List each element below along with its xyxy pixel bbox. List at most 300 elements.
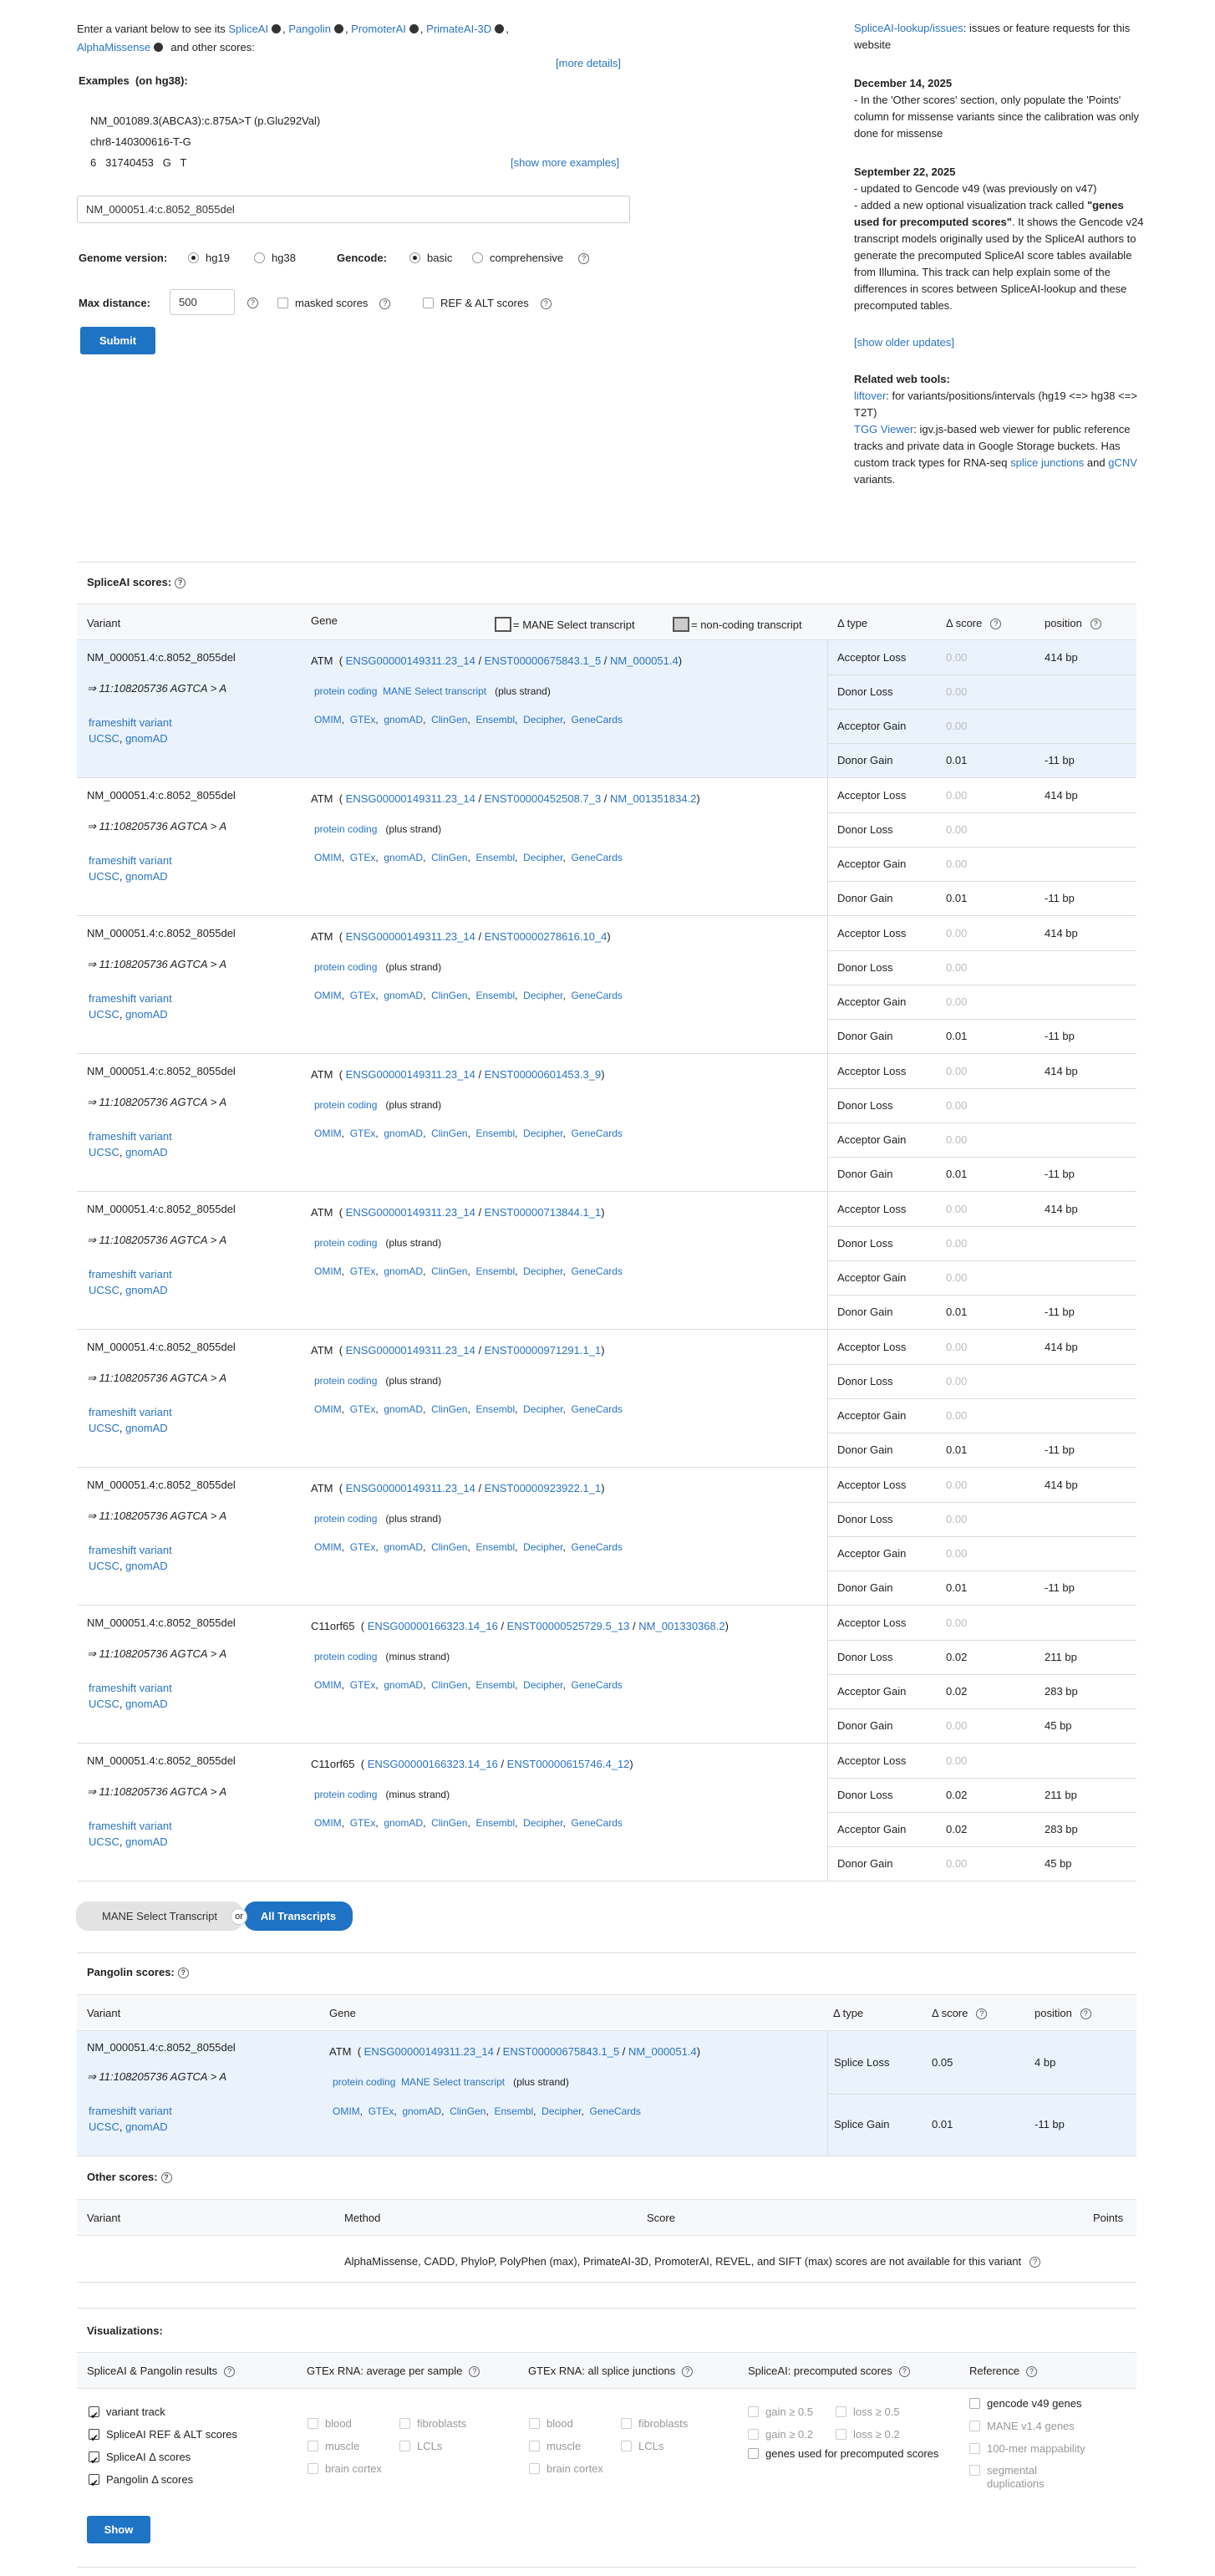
submit-button[interactable]: Submit (80, 327, 155, 354)
gene-info: ATM ( ENSG00000149311.23_14 / ENST00000452508.7_3 / NM_001351834.2) (311, 792, 700, 805)
ensg-link[interactable]: ENSG00000166323.14_16 (367, 1620, 498, 1632)
variant-coordinates: ⇒ 11:108205736 AGTCA > A (87, 1785, 227, 1798)
delta-type: Donor Loss (837, 1237, 893, 1250)
biotype-link[interactable]: protein coding (314, 1513, 378, 1525)
help-icon[interactable]: ? (976, 2008, 987, 2019)
ucsc-link[interactable]: UCSC (89, 1835, 119, 1848)
gtex-link[interactable]: GTEx (349, 852, 376, 863)
genome-version-label: Genome version: (79, 252, 168, 264)
mane-select-toggle[interactable]: MANE Select Transcript (76, 1901, 243, 1931)
enst-link[interactable]: ENST00000525729.5_13 (506, 1620, 630, 1632)
example-item[interactable]: NM_001089.3(ABCA3):c.875A>T (p.Glu292Val) (90, 115, 321, 127)
mappability-checkbox[interactable]: 100-mer mappability (969, 2437, 1085, 2460)
biotype-link[interactable]: protein coding (314, 1237, 378, 1249)
news-date: September 22, 2025 (854, 165, 956, 178)
column-header: Method (344, 2212, 381, 2224)
omim-link[interactable]: OMIM (314, 852, 342, 863)
help-icon[interactable]: ? (175, 578, 186, 588)
genecards-link[interactable]: GeneCards (571, 1265, 623, 1277)
column-header: Δ score ? (932, 2007, 987, 2019)
gnomad-gene-link[interactable]: gnomAD (384, 1265, 424, 1277)
pangolin-link[interactable]: Pangolin (288, 23, 331, 35)
omim-link[interactable]: OMIM (333, 2105, 360, 2117)
decipher-link[interactable]: Decipher (523, 852, 563, 863)
consequence-link[interactable]: frameshift variant (89, 1682, 172, 1694)
tgg-viewer-link[interactable]: TGG Viewer (854, 423, 914, 435)
spliceai-link[interactable]: SpliceAI (228, 23, 269, 35)
nm-link[interactable]: NM_000051.4 (610, 654, 679, 667)
gene-info: ATM ( ENSG00000149311.23_14 / ENST00000675843.1_5 / NM_000051.4) (329, 2045, 701, 2058)
spliceai-row (77, 778, 1136, 916)
consequence-link[interactable]: frameshift variant (89, 992, 172, 1005)
transcript-info: protein coding (plus strand) (314, 1237, 442, 1249)
variant-search-input[interactable]: NM_000051.4:c.8052_8055del (77, 196, 630, 223)
ucsc-link[interactable]: UCSC (89, 2120, 119, 2133)
gtex-link[interactable]: GTEx (368, 2105, 394, 2117)
gtex-fibroblasts-checkbox[interactable]: fibroblasts (621, 2417, 688, 2430)
variant-links: frameshift variant UCSC, gnomAD (89, 1268, 172, 1296)
variant-coordinates: ⇒ 11:108205736 AGTCA > A (87, 820, 227, 832)
biotype-link[interactable]: protein coding (333, 2076, 396, 2088)
gnomad-gene-link[interactable]: gnomAD (384, 1541, 424, 1553)
ensg-link[interactable]: ENSG00000149311.23_14 (345, 1344, 475, 1357)
gtex-brain-checkbox[interactable]: brain cortex (529, 2457, 688, 2480)
ref-alt-scores-checkbox[interactable]: REF & ALT scores ? (423, 297, 552, 309)
variant-id: NM_000051.4:c.8052_8055del (87, 651, 236, 664)
clingen-link[interactable]: ClinGen (431, 852, 468, 863)
gene-links: OMIM, GTEx, gnomAD, ClinGen, Ensembl, Decipher, GeneCards (314, 714, 623, 725)
column-header: Score (647, 2212, 675, 2224)
clingen-link[interactable]: ClinGen (431, 1403, 468, 1415)
help-icon[interactable]: ? (578, 253, 589, 264)
primateai-link[interactable]: PrimateAI-3D (426, 23, 492, 35)
ensg-link[interactable]: ENSG00000166323.14_16 (367, 1758, 498, 1770)
gnomad-link[interactable]: gnomAD (125, 1146, 168, 1158)
ucsc-link[interactable]: UCSC (89, 732, 119, 745)
ucsc-link[interactable]: UCSC (89, 1422, 119, 1434)
help-icon[interactable]: ? (469, 2366, 480, 2377)
genes-precomputed-checkbox[interactable]: genes used for precomputed scores (748, 2447, 940, 2461)
gnomad-gene-link[interactable]: gnomAD (384, 1403, 424, 1415)
gene-links: OMIM, GTEx, gnomAD, ClinGen, Ensembl, Decipher, GeneCards (314, 1128, 623, 1139)
ucsc-link[interactable]: UCSC (89, 1284, 119, 1296)
gtex-muscle-checkbox[interactable]: muscle (529, 2435, 621, 2457)
segdup-checkbox[interactable]: segmental duplications (969, 2464, 1078, 2491)
clingen-link[interactable]: ClinGen (431, 1265, 468, 1277)
ensembl-link[interactable]: Ensembl (475, 1679, 516, 1691)
position: -11 bp (1035, 2118, 1065, 2131)
delta-type: Donor Gain (837, 892, 893, 904)
column-header: position ? (1045, 617, 1101, 629)
promoterai-link[interactable]: PromoterAI (351, 23, 406, 35)
ensg-link[interactable]: ENSG00000149311.23_14 (363, 2045, 494, 2058)
position: 414 bp (1045, 789, 1078, 802)
gnomad-gene-link[interactable]: gnomAD (384, 1817, 424, 1829)
checkbox-checked-icon (89, 2474, 99, 2485)
mane-genes-checkbox[interactable]: MANE v1.4 genes (969, 2415, 1085, 2437)
variant-track-checkbox[interactable]: ✔variant track (89, 2400, 237, 2423)
intro-text: Enter a variant below to see its SpliceAI , Pangolin , PromoterAI , PrimateAI-3D , AlphaMissense and other scores: (77, 23, 509, 53)
variant-id: NM_000051.4:c.8052_8055del (87, 1479, 236, 1491)
nm-link[interactable]: NM_001330368.2 (638, 1620, 725, 1632)
gnomad-link[interactable]: gnomAD (125, 1835, 168, 1848)
masked-scores-checkbox[interactable]: masked scores ? (277, 297, 390, 309)
position: 45 bp (1045, 1719, 1072, 1732)
ensembl-link[interactable]: Ensembl (475, 1128, 516, 1139)
transcript-info: protein coding (plus strand) (314, 1513, 442, 1525)
gain-02-checkbox[interactable]: gain ≥ 0.2 (748, 2423, 836, 2446)
ucsc-link[interactable]: UCSC (89, 1008, 119, 1021)
decipher-link[interactable]: Decipher (523, 1403, 563, 1415)
delta-score: 0.00 (946, 1616, 968, 1629)
example-item[interactable]: 6 31740453 G T (90, 156, 187, 169)
ensembl-link[interactable]: Ensembl (475, 1817, 516, 1829)
gencode-basic-radio[interactable]: basic (409, 252, 452, 264)
position: -11 bp (1045, 754, 1075, 766)
toggle-or-label: or (231, 1908, 247, 1925)
pangolin-row (77, 2031, 1136, 2156)
genecards-link[interactable]: GeneCards (571, 1403, 623, 1415)
decipher-link[interactable]: Decipher (523, 990, 563, 1001)
checkbox-checked-icon (89, 2451, 99, 2462)
help-icon[interactable]: ? (1090, 619, 1101, 629)
decipher-link[interactable]: Decipher (523, 1265, 563, 1277)
ucsc-link[interactable]: UCSC (89, 870, 119, 883)
mane-legend: = MANE Select transcript (495, 617, 635, 632)
omim-link[interactable]: OMIM (314, 990, 342, 1001)
ensg-link[interactable]: ENSG00000149311.23_14 (345, 1068, 475, 1081)
omim-link[interactable]: OMIM (314, 1817, 342, 1829)
enst-link[interactable]: ENST00000971291.1_1 (484, 1344, 602, 1357)
mane-link[interactable]: MANE Select transcript (383, 685, 487, 697)
gtex-link[interactable]: GTEx (349, 1265, 376, 1277)
enst-link[interactable]: ENST00000675843.1_5 (502, 2045, 620, 2058)
clingen-link[interactable]: ClinGen (431, 1817, 468, 1829)
biotype-link[interactable]: protein coding (314, 1375, 378, 1387)
liftover-link[interactable]: liftover (854, 389, 887, 402)
help-icon[interactable]: ? (379, 298, 390, 309)
gnomad-gene-link[interactable]: gnomAD (384, 714, 424, 725)
enst-link[interactable]: ENST00000601453.3_9 (484, 1068, 602, 1081)
help-icon[interactable]: ? (224, 2366, 235, 2377)
gene-info: C11orf65 ( ENSG00000166323.14_16 / ENST00000525729.5_13 / NM_001330368.2) (311, 1620, 729, 1632)
viz-col-title: SpliceAI & Pangolin results ? (87, 2365, 235, 2377)
delta-score: 0.00 (946, 1065, 968, 1077)
delta-score: 0.01 (946, 892, 968, 904)
gtex-link[interactable]: GTEx (349, 1817, 376, 1829)
delta-type: Acceptor Gain (837, 1133, 907, 1146)
clingen-link[interactable]: ClinGen (431, 1128, 468, 1139)
ensg-link[interactable]: ENSG00000149311.23_14 (345, 654, 475, 667)
gtex-link[interactable]: GTEx (349, 714, 376, 725)
ensg-link[interactable]: ENSG00000149311.23_14 (345, 930, 475, 943)
consequence-link[interactable]: frameshift variant (89, 1820, 172, 1832)
variant-links: frameshift variant UCSC, gnomAD (89, 1406, 172, 1434)
gtex-link[interactable]: GTEx (349, 990, 376, 1001)
gnomad-gene-link[interactable]: gnomAD (402, 2105, 442, 2117)
decipher-link[interactable]: Decipher (523, 714, 563, 725)
variant-id: NM_000051.4:c.8052_8055del (87, 2041, 236, 2054)
ensg-link[interactable]: ENSG00000149311.23_14 (345, 1206, 475, 1219)
genome-hg38-radio[interactable]: hg38 (254, 252, 296, 264)
help-icon[interactable]: ? (990, 619, 1001, 629)
transcript-info: protein coding (plus strand) (314, 961, 442, 973)
delta-type: Donor Loss (837, 1513, 893, 1525)
checkbox-checked-icon (89, 2429, 99, 2440)
biotype-link[interactable]: protein coding (314, 1099, 378, 1111)
delta-score: 0.00 (946, 720, 968, 732)
issues-link[interactable]: SpliceAI-lookup/issues (854, 22, 963, 34)
nm-link[interactable]: NM_001351834.2 (610, 792, 697, 805)
decipher-link[interactable]: Decipher (523, 1128, 563, 1139)
column-header: Points (1093, 2212, 1124, 2224)
gnomad-gene-link[interactable]: gnomAD (384, 1679, 424, 1691)
help-icon[interactable]: ? (1080, 2008, 1091, 2019)
enst-link[interactable]: ENST00000278616.10_4 (484, 930, 608, 943)
biotype-link[interactable]: protein coding (314, 685, 378, 697)
biotype-link[interactable]: protein coding (314, 1651, 378, 1662)
genecards-link[interactable]: GeneCards (571, 1817, 623, 1829)
ensembl-link[interactable]: Ensembl (494, 2105, 534, 2117)
gencode-genes-checkbox[interactable]: gencode v49 genes (969, 2392, 1085, 2415)
gtex-lcls-checkbox[interactable]: LCLs (399, 2440, 442, 2452)
delta-score: 0.02 (946, 1823, 968, 1835)
gnomad-link[interactable]: gnomAD (125, 1560, 168, 1572)
gnomad-gene-link[interactable]: gnomAD (384, 1128, 424, 1139)
gtex-blood-checkbox[interactable]: blood (308, 2412, 399, 2435)
help-icon[interactable]: ? (899, 2366, 910, 2377)
help-icon[interactable]: ? (247, 298, 258, 308)
gnomad-link[interactable]: gnomAD (125, 1698, 168, 1710)
alphamissense-link[interactable]: AlphaMissense (77, 41, 151, 53)
show-more-examples-link[interactable]: [show more examples] (511, 156, 620, 169)
delta-type: Donor Loss (837, 1651, 893, 1663)
news-text: - updated to Gencode v49 (was previously on v47) (854, 182, 1097, 195)
biotype-link[interactable]: protein coding (314, 1789, 378, 1800)
noncoding-legend: = non-coding transcript (673, 617, 802, 632)
nm-link[interactable]: NM_000051.4 (628, 2045, 697, 2058)
more-details-link[interactable]: [more details] (556, 57, 622, 69)
spliceai-ref-alt-checkbox[interactable]: ✔SpliceAI REF & ALT scores (89, 2423, 237, 2446)
enst-link[interactable]: ENST00000713844.1_1 (484, 1206, 602, 1219)
gtex-brain-checkbox[interactable]: brain cortex (308, 2457, 466, 2480)
help-icon[interactable]: ? (161, 2172, 172, 2183)
gtex-link[interactable]: GTEx (349, 1403, 376, 1415)
genecards-link[interactable]: GeneCards (589, 2105, 641, 2117)
ensembl-link[interactable]: Ensembl (475, 1403, 516, 1415)
news-text: - In the 'Other scores' section, only populate the 'Points' column for missense variants since the calibration was only done for missense (854, 94, 1140, 140)
delta-type: Donor Gain (837, 1030, 893, 1042)
gencode-comprehensive-radio[interactable]: comprehensive ? (472, 252, 589, 264)
example-item[interactable]: chr8-140300616-T-G (90, 135, 191, 148)
delta-type: Acceptor Loss (837, 1754, 907, 1767)
delta-type: Acceptor Gain (837, 1409, 907, 1422)
enst-link[interactable]: ENST00000452508.7_3 (484, 792, 602, 805)
genome-hg19-radio[interactable]: hg19 (188, 252, 230, 264)
omim-link[interactable]: OMIM (314, 1265, 342, 1277)
delta-score: 0.00 (946, 1133, 968, 1146)
delta-score: 0.00 (946, 1754, 968, 1767)
all-transcripts-toggle[interactable]: All Transcripts (244, 1901, 353, 1931)
variant-links: frameshift variant UCSC, gnomAD (89, 854, 172, 883)
delta-type: Splice Gain (834, 2118, 890, 2131)
gnomad-gene-link[interactable]: gnomAD (384, 990, 424, 1001)
genecards-link[interactable]: GeneCards (571, 990, 623, 1001)
gene-info: ATM ( ENSG00000149311.23_14 / ENST00000675843.1_5 / NM_000051.4) (311, 654, 683, 667)
splice-junctions-link[interactable]: splice junctions (1010, 456, 1085, 469)
delta-score: 0.00 (946, 1341, 968, 1353)
ensembl-link[interactable]: Ensembl (475, 1541, 516, 1553)
mane-link[interactable]: MANE Select transcript (401, 2076, 506, 2088)
delta-score: 0.01 (946, 1030, 968, 1042)
gene-info: ATM ( ENSG00000149311.23_14 / ENST00000971291.1_1) (311, 1344, 605, 1357)
help-icon[interactable]: ? (541, 298, 552, 309)
gtex-blood-checkbox[interactable]: blood (529, 2412, 621, 2435)
omim-link[interactable]: OMIM (314, 1128, 342, 1139)
position: -11 bp (1045, 892, 1075, 904)
delta-type: Acceptor Loss (837, 651, 907, 664)
decipher-link[interactable]: Decipher (523, 1817, 563, 1829)
gtex-link[interactable]: GTEx (349, 1541, 376, 1553)
decipher-link[interactable]: Decipher (523, 1679, 563, 1691)
delta-score: 0.00 (946, 1203, 968, 1215)
gtex-lcls-checkbox[interactable]: LCLs (621, 2440, 663, 2452)
gnomad-link[interactable]: gnomAD (125, 732, 168, 745)
omim-link[interactable]: OMIM (314, 1679, 342, 1691)
gnomad-link[interactable]: gnomAD (125, 1422, 168, 1434)
variant-coordinates: ⇒ 11:108205736 AGTCA > A (87, 1096, 227, 1108)
genecards-link[interactable]: GeneCards (571, 1128, 623, 1139)
gnomad-link[interactable]: gnomAD (125, 2120, 168, 2133)
spliceai-row (77, 1330, 1136, 1468)
delta-score: 0.00 (946, 1099, 968, 1112)
delta-score: 0.02 (946, 1789, 968, 1801)
variant-coordinates: ⇒ 11:108205736 AGTCA > A (87, 1509, 227, 1522)
max-distance-input[interactable]: 500 (170, 289, 235, 315)
gain-05-checkbox[interactable]: gain ≥ 0.5 (748, 2400, 836, 2423)
ensg-link[interactable]: ENSG00000149311.23_14 (345, 792, 475, 805)
variant-id: NM_000051.4:c.8052_8055del (87, 1203, 236, 1215)
help-icon[interactable]: ? (1026, 2366, 1037, 2377)
gnomad-gene-link[interactable]: gnomAD (384, 852, 424, 863)
consequence-link[interactable]: frameshift variant (89, 1268, 172, 1280)
enst-link[interactable]: ENST00000615746.4_12 (506, 1758, 630, 1770)
gene-links: OMIM, GTEx, gnomAD, ClinGen, Ensembl, Decipher, GeneCards (333, 2105, 641, 2117)
consequence-link[interactable]: frameshift variant (89, 854, 172, 867)
clingen-link[interactable]: ClinGen (450, 2105, 486, 2117)
gnomad-link[interactable]: gnomAD (125, 1008, 168, 1021)
gnomad-link[interactable]: gnomAD (125, 1284, 168, 1296)
variant-coordinates: ⇒ 11:108205736 AGTCA > A (87, 682, 227, 695)
clingen-link[interactable]: ClinGen (431, 990, 468, 1001)
clingen-link[interactable]: ClinGen (431, 714, 468, 725)
variant-id: NM_000051.4:c.8052_8055del (87, 1616, 236, 1629)
omim-link[interactable]: OMIM (314, 1403, 342, 1415)
column-header: Variant (87, 2212, 121, 2224)
gtex-avg-options (308, 2412, 466, 2480)
github-icon (409, 24, 419, 33)
pangolin-delta-checkbox[interactable]: ✔Pangolin Δ scores (89, 2468, 237, 2491)
biotype-link[interactable]: protein coding (314, 823, 378, 835)
transcript-info: protein coding MANE Select transcript (plus strand) (333, 2076, 569, 2088)
decipher-link[interactable]: Decipher (523, 1541, 563, 1553)
consequence-link[interactable]: frameshift variant (89, 1544, 172, 1556)
ucsc-link[interactable]: UCSC (89, 1560, 119, 1572)
gtex-link[interactable]: GTEx (349, 1128, 376, 1139)
ensembl-link[interactable]: Ensembl (475, 852, 516, 863)
gtex-muscle-checkbox[interactable]: muscle (308, 2435, 399, 2457)
ensembl-link[interactable]: Ensembl (475, 714, 516, 725)
delta-score: 0.00 (946, 1479, 968, 1491)
noncoding-box-icon (673, 617, 689, 632)
show-button[interactable]: Show (87, 2516, 150, 2543)
mane-box-icon (495, 617, 511, 632)
delta-type: Acceptor Gain (837, 1271, 907, 1284)
delta-score: 0.00 (946, 927, 968, 939)
gcnv-link[interactable]: gCNV (1108, 456, 1137, 469)
omim-link[interactable]: OMIM (314, 1541, 342, 1553)
loss-02-checkbox[interactable]: loss ≥ 0.2 (836, 2428, 900, 2441)
clingen-link[interactable]: ClinGen (431, 1541, 468, 1553)
delta-type: Donor Gain (837, 1719, 893, 1732)
biotype-link[interactable]: protein coding (314, 961, 378, 973)
transcript-info: protein coding (minus strand) (314, 1651, 450, 1662)
spliceai-row (77, 1606, 1136, 1744)
ensembl-link[interactable]: Ensembl (475, 1265, 516, 1277)
spliceai-row (77, 1192, 1136, 1330)
position: -11 bp (1045, 1030, 1075, 1042)
gene-links: OMIM, GTEx, gnomAD, ClinGen, Ensembl, Decipher, GeneCards (314, 1541, 623, 1553)
enst-link[interactable]: ENST00000675843.1_5 (484, 654, 602, 667)
genecards-link[interactable]: GeneCards (571, 1679, 623, 1691)
genecards-link[interactable]: GeneCards (571, 714, 623, 725)
consequence-link[interactable]: frameshift variant (89, 2105, 172, 2117)
delta-score: 0.02 (946, 1651, 968, 1663)
delta-score: 0.00 (946, 1237, 968, 1250)
consequence-link[interactable]: frameshift variant (89, 1130, 172, 1143)
variant-id: NM_000051.4:c.8052_8055del (87, 1341, 236, 1353)
position: -11 bp (1045, 1443, 1075, 1456)
show-older-updates-link[interactable]: [show older updates] (854, 336, 954, 349)
genecards-link[interactable]: GeneCards (571, 1541, 623, 1553)
ucsc-link[interactable]: UCSC (89, 1698, 119, 1710)
help-icon[interactable]: ? (178, 1968, 189, 1978)
gtex-link[interactable]: GTEx (349, 1679, 376, 1691)
ensembl-link[interactable]: Ensembl (475, 990, 516, 1001)
delta-score: 0.00 (946, 995, 968, 1008)
variant-coordinates: ⇒ 11:108205736 AGTCA > A (87, 1372, 227, 1384)
enst-link[interactable]: ENST00000923922.1_1 (484, 1482, 602, 1494)
spliceai-delta-checkbox[interactable]: ✔SpliceAI Δ scores (89, 2446, 237, 2468)
decipher-link[interactable]: Decipher (541, 2105, 582, 2117)
max-distance-label: Max distance: (79, 297, 150, 309)
gnomad-link[interactable]: gnomAD (125, 870, 168, 883)
loss-05-checkbox[interactable]: loss ≥ 0.5 (836, 2405, 900, 2418)
ensg-link[interactable]: ENSG00000149311.23_14 (345, 1482, 475, 1494)
genecards-link[interactable]: GeneCards (571, 852, 623, 863)
ucsc-link[interactable]: UCSC (89, 1146, 119, 1158)
precomputed-options (748, 2400, 940, 2461)
help-icon[interactable]: ? (1029, 2257, 1040, 2268)
consequence-link[interactable]: frameshift variant (89, 1406, 172, 1418)
omim-link[interactable]: OMIM (314, 714, 342, 725)
transcript-info: protein coding (plus strand) (314, 823, 442, 835)
consequence-link[interactable]: frameshift variant (89, 716, 172, 729)
gtex-fibroblasts-checkbox[interactable]: fibroblasts (399, 2417, 466, 2430)
help-icon[interactable]: ? (682, 2366, 693, 2377)
delta-score: 0.05 (932, 2056, 953, 2069)
clingen-link[interactable]: ClinGen (431, 1679, 468, 1691)
